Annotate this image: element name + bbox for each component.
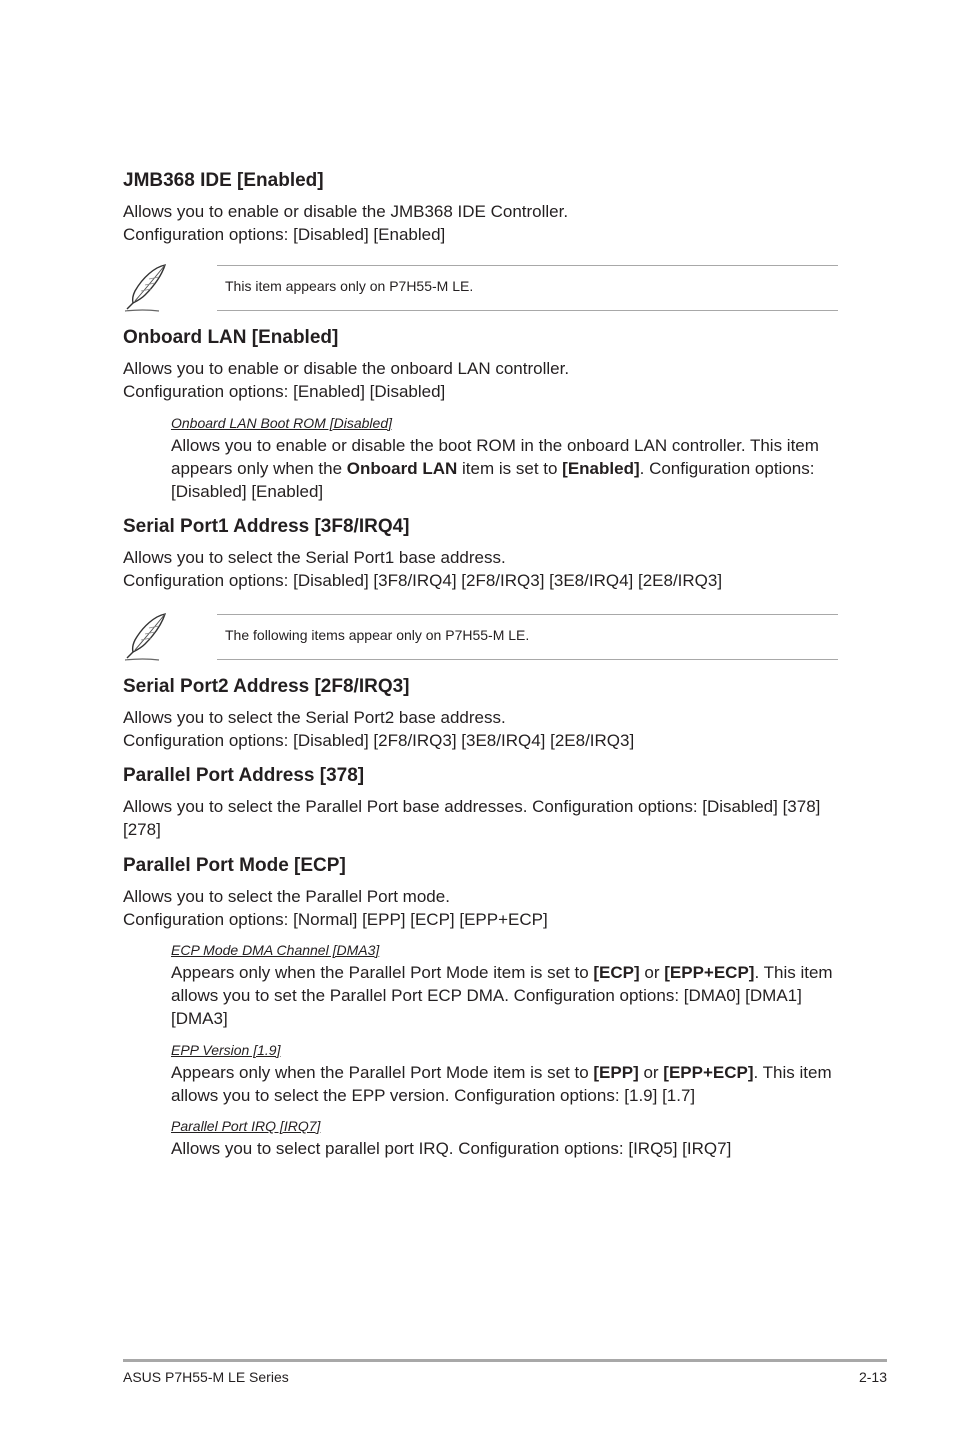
jmb368-description: Allows you to enable or disable the JMB368 IDE Controller.	[123, 202, 569, 221]
serial-port1-options: Configuration options: [Disabled] [3F8/IRQ4] [2F8/IRQ3] [3E8/IRQ4] [2E8/IRQ3]	[123, 571, 723, 590]
section-title-parallel-mode: Parallel Port Mode [ECP]	[123, 855, 346, 876]
section-title-serial-port1: Serial Port1 Address [3F8/IRQ4]	[123, 516, 410, 537]
note-text: The following items appear only on P7H55-M LE.	[225, 627, 530, 643]
note-divider-top	[217, 614, 838, 615]
subitem-title-epp-version: EPP Version [1.9]	[171, 1042, 281, 1058]
pen-note-icon	[121, 610, 173, 662]
parallel-mode-options: Configuration options: [Normal] [EPP] [ECP] [EPP+ECP]	[123, 910, 548, 929]
note-divider-bottom	[217, 659, 838, 660]
subitem-text-parallel-irq: Allows you to select parallel port IRQ. Configuration options: [IRQ5] [IRQ7]	[171, 1139, 732, 1158]
onboard-lan-options: Configuration options: [Enabled] [Disabled]	[123, 382, 446, 401]
footer-divider	[123, 1359, 887, 1362]
onboard-lan-description: Allows you to enable or disable the onboard LAN controller.	[123, 359, 570, 378]
section-title-parallel-address: Parallel Port Address [378]	[123, 765, 365, 786]
subitem-title-ecp-dma: ECP Mode DMA Channel [DMA3]	[171, 942, 380, 958]
jmb368-options: Configuration options: [Disabled] [Enabled]	[123, 225, 446, 244]
section-title-jmb368: JMB368 IDE [Enabled]	[123, 170, 324, 191]
note-box	[119, 265, 838, 311]
footer-product-name: ASUS P7H55-M LE Series	[123, 1369, 289, 1385]
subitem-text-lan-boot-rom: Allows you to enable or disable the boot ROM in the onboard LAN controller. This item appears only when the Onboard LAN item is set to [Enabled]. Configuration options: [Disabled] [Enabled]	[171, 436, 819, 501]
note-box	[119, 614, 838, 660]
footer-page-number: 2-13	[858, 1369, 887, 1385]
serial-port2-options: Configuration options: [Disabled] [2F8/IRQ3] [3E8/IRQ4] [2E8/IRQ3]	[123, 731, 635, 750]
subitem-title-parallel-irq: Parallel Port IRQ [IRQ7]	[171, 1118, 321, 1134]
note-text: This item appears only on P7H55-M LE.	[225, 278, 474, 294]
serial-port1-description: Allows you to select the Serial Port1 base address.	[123, 548, 506, 567]
parallel-mode-description: Allows you to select the Parallel Port mode.	[123, 887, 450, 906]
section-title-onboard-lan: Onboard LAN [Enabled]	[123, 327, 339, 348]
subitem-text-epp-version: Appears only when the Parallel Port Mode item is set to [EPP] or [EPP+ECP]. This item allows you to select the EPP version. Configuration options: [1.9] [1.7]	[171, 1063, 832, 1105]
serial-port2-description: Allows you to select the Serial Port2 base address.	[123, 708, 506, 727]
note-divider-top	[217, 265, 838, 266]
section-title-serial-port2: Serial Port2 Address [2F8/IRQ3]	[123, 676, 410, 697]
pen-note-icon	[121, 261, 173, 313]
note-divider-bottom	[217, 310, 838, 311]
subitem-title-lan-boot-rom: Onboard LAN Boot ROM [Disabled]	[171, 415, 392, 431]
subitem-text-ecp-dma: Appears only when the Parallel Port Mode item is set to [ECP] or [EPP+ECP]. This item allows you to set the Parallel Port ECP DMA. Configuration options: [DMA0] [DMA1] [DMA3]	[171, 963, 833, 1028]
parallel-address-description: Allows you to select the Parallel Port base addresses. Configuration options: [Disabled] [378] [278]	[123, 797, 821, 839]
